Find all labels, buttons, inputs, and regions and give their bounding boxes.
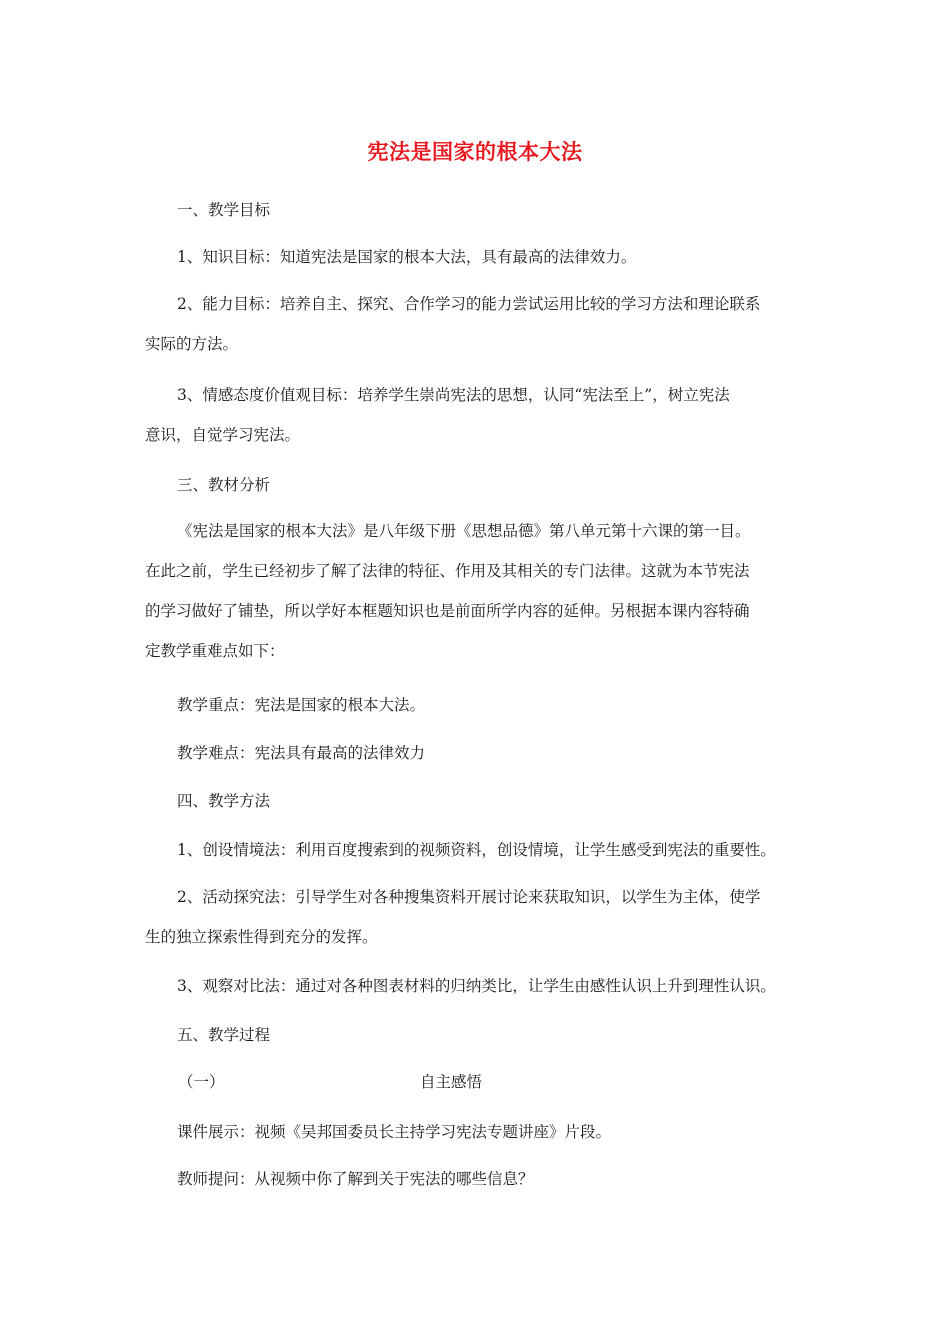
objective-ability-line2: 实际的方法。	[145, 335, 239, 353]
method-activity	[145, 877, 825, 957]
objective-emotion-line2: 意识，自觉学习宪法。	[145, 426, 301, 444]
method-activity-line1: 2、活动探究法：引导学生对各种搜集资料开展讨论来获取知识，以学生为主体，使学	[177, 888, 761, 906]
method-comparison: 3、观察对比法：通过对各种图表材料的归纳类比，让学生由感性认识上升到理性认识。	[177, 977, 776, 995]
document-title: 宪法是国家的根本大法	[367, 140, 583, 164]
section-heading-teaching-process: 五、教学过程	[177, 1026, 271, 1044]
subsection-number: （一）	[178, 1073, 225, 1091]
method-activity-line2: 生的独立探索性得到充分的发挥。	[145, 928, 378, 946]
objective-ability-line1: 2、能力目标：培养自主、探究、合作学习的能力尝试运用比较的学习方法和理论联系	[177, 295, 761, 313]
objective-emotion-line1: 3、情感态度价值观目标：培养学生崇尚宪法的思想，认同“宪法至上”，树立宪法	[177, 386, 730, 404]
section-heading-objectives: 一、教学目标	[177, 201, 271, 219]
courseware-display: 课件展示：视频《吴邦国委员长主持学习宪法专题讲座》片段。	[177, 1123, 612, 1141]
material-analysis-line1: 《宪法是国家的根本大法》是八年级下册《思想品德》第八单元第十六课的第一目。	[177, 522, 751, 540]
teaching-difficulty: 教学难点：宪法具有最高的法律效力	[177, 744, 426, 762]
teacher-question: 教师提问：从视频中你了解到关于宪法的哪些信息？	[177, 1170, 534, 1188]
method-situation: 1、创设情境法：利用百度搜索到的视频资料，创设情境，让学生感受到宪法的重要性。	[177, 841, 776, 859]
material-analysis-line3: 的学习做好了铺垫，所以学好本框题知识也是前面所学内容的延伸。另根据本课内容特确	[145, 602, 750, 620]
objective-knowledge: 1、知识目标：知道宪法是国家的根本大法，具有最高的法律效力。	[177, 248, 637, 266]
material-analysis-paragraph	[145, 511, 825, 671]
objective-ability	[145, 284, 825, 364]
section-heading-teaching-methods: 四、教学方法	[177, 792, 271, 810]
section-heading-material-analysis: 三、教材分析	[177, 476, 271, 494]
material-analysis-line4: 定教学重难点如下：	[145, 642, 285, 660]
subsection-title: 自主感悟	[420, 1073, 483, 1091]
material-analysis-line2: 在此之前，学生已经初步了解了法律的特征、作用及其相关的专门法律。这就为本节宪法	[145, 562, 750, 580]
objective-emotion	[145, 375, 825, 455]
teaching-key-point: 教学重点：宪法是国家的根本大法。	[177, 696, 426, 714]
